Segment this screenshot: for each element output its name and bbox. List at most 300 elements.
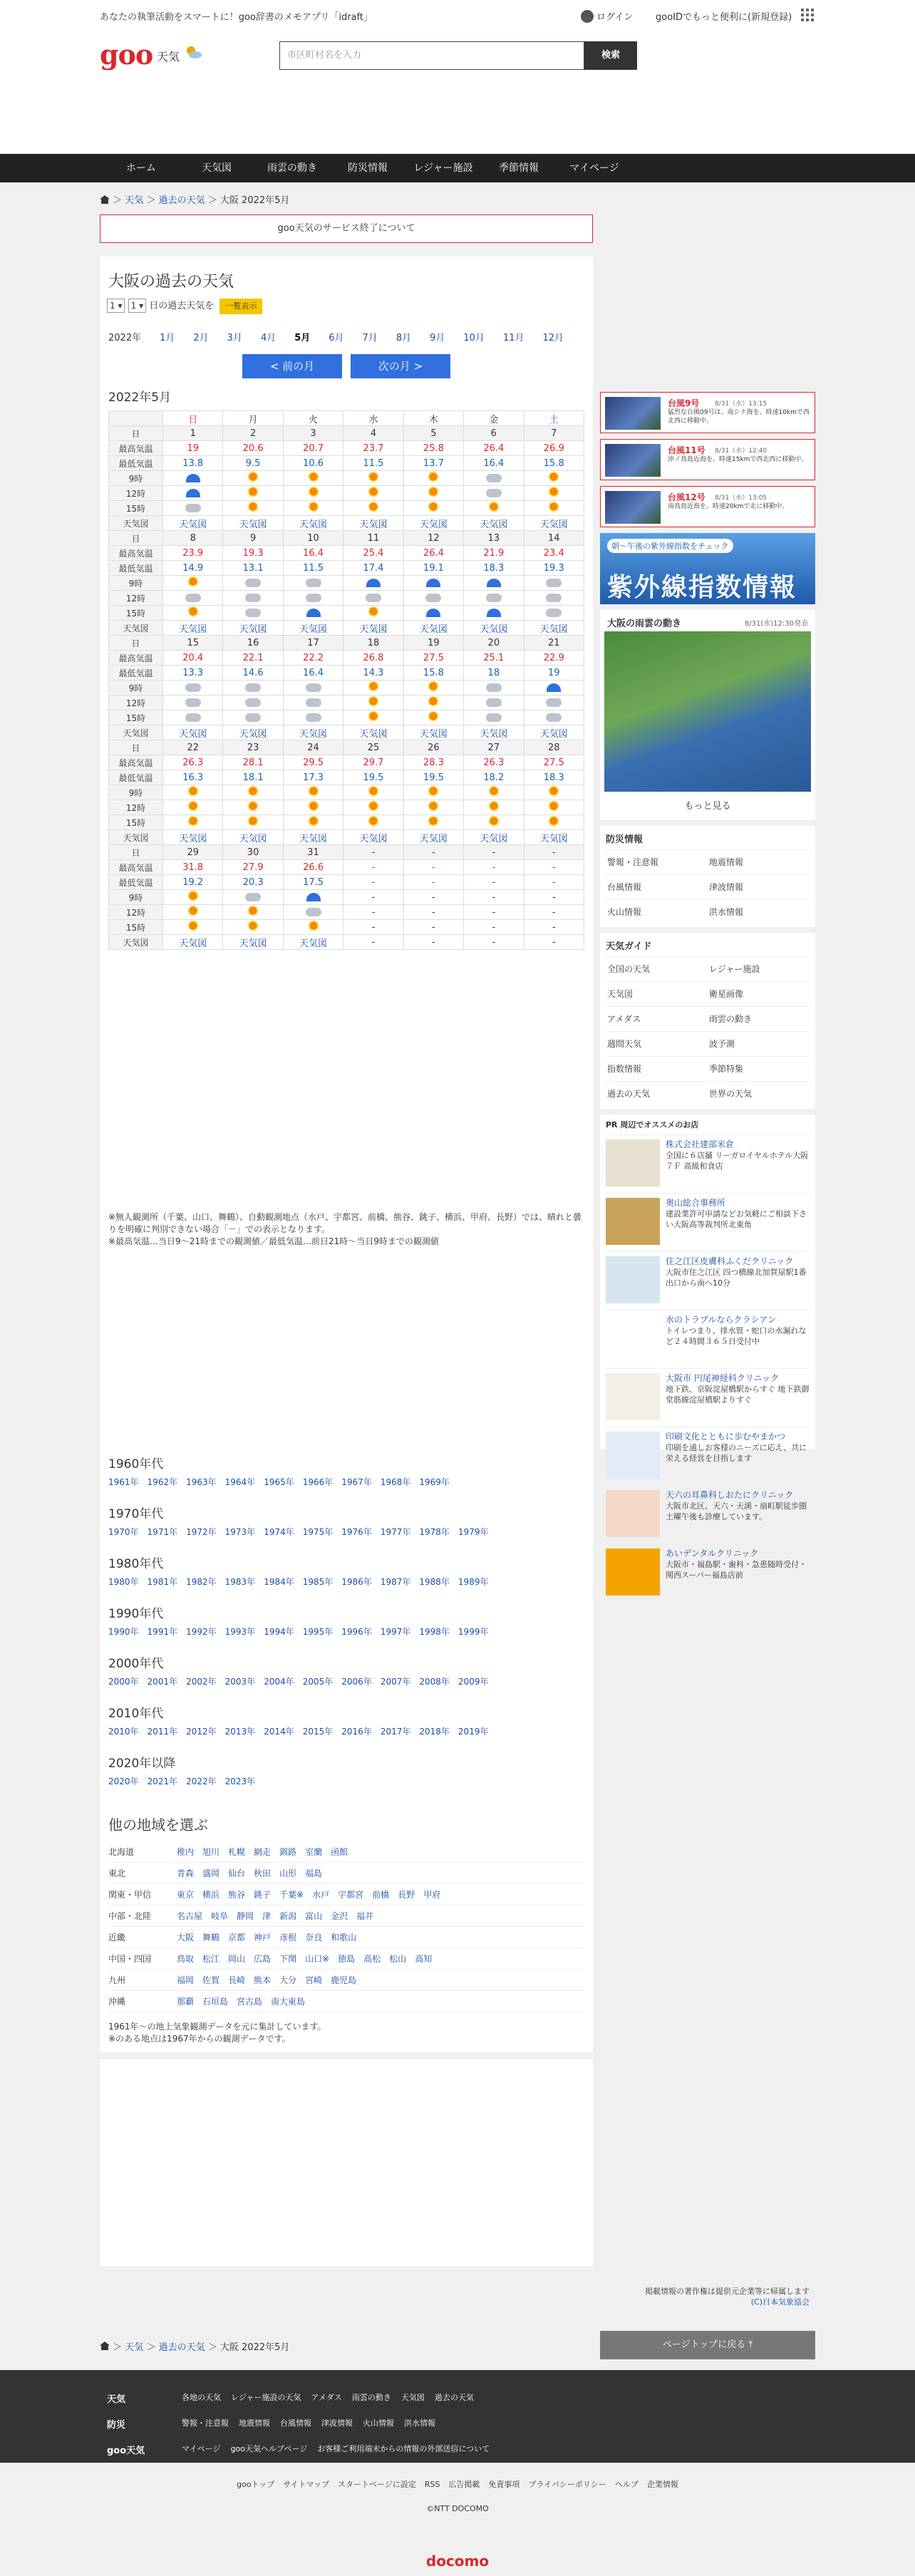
footer-bottom-link[interactable]: 企業情報: [646, 2480, 678, 2489]
pr-image: [606, 1432, 660, 1479]
month-link[interactable]: 3月: [227, 333, 242, 343]
date-cell: 26: [403, 740, 463, 755]
footer-link[interactable]: 警報・注意報: [182, 2419, 229, 2428]
city-link[interactable]: 京都: [228, 1933, 246, 1943]
weather-cell: [524, 576, 584, 591]
home-icon[interactable]: [100, 2342, 110, 2350]
service-end-notice[interactable]: goo天気のサービス終了について: [100, 214, 593, 243]
month-link[interactable]: 5月: [294, 333, 311, 343]
city-link[interactable]: 名古屋: [177, 1911, 203, 1921]
weather-map-link[interactable]: 天気図: [419, 519, 448, 530]
pr-item[interactable]: 奥山総合事務所 建設業許可申請などお気軽にご相談下さい大阪高等裁判所北東角: [606, 1193, 810, 1251]
city-link[interactable]: 鳥取: [177, 1954, 195, 1964]
typhoon-card[interactable]: 台風11号 8/31（水）12:40 沖ノ鳥島近海を、時速15kmで西北西に移動中。: [600, 439, 815, 480]
login-label: ログイン: [596, 12, 634, 23]
year-link[interactable]: 1994年: [264, 1627, 294, 1637]
city-link[interactable]: 静岡: [237, 1911, 254, 1921]
year-link[interactable]: 1969年: [419, 1477, 450, 1487]
year-link[interactable]: 2007年: [380, 1677, 411, 1687]
month-link[interactable]: 8月: [396, 333, 412, 343]
year-link[interactable]: 1992年: [186, 1627, 217, 1637]
nav-item[interactable]: 雨雲の動き: [267, 162, 317, 174]
footer-link[interactable]: 火山情報: [363, 2419, 394, 2428]
city-link[interactable]: 秋田: [254, 1868, 272, 1878]
breadcrumb-past[interactable]: 過去の天気: [158, 195, 205, 206]
month-link[interactable]: 12月: [542, 333, 564, 343]
city-link[interactable]: 網走: [254, 1847, 272, 1857]
year-link[interactable]: 1990年: [108, 1627, 139, 1637]
city-link[interactable]: 津: [262, 1911, 272, 1921]
city-link[interactable]: 盛岡: [202, 1868, 220, 1878]
bosai-link[interactable]: 台風情報: [606, 874, 708, 899]
city-link[interactable]: 富山: [305, 1911, 323, 1921]
city-link[interactable]: 東京: [177, 1890, 195, 1900]
page-top-button[interactable]: ページトップに戻る ⤒: [600, 2331, 815, 2359]
footer-bottom-link[interactable]: プライバシーポリシー: [528, 2480, 606, 2489]
weather-map-link[interactable]: 天気図: [359, 833, 388, 844]
city-link[interactable]: 室蘭: [305, 1847, 323, 1857]
show-list-button[interactable]: 一覧表示: [219, 299, 262, 314]
footer-bottom-link[interactable]: RSS: [424, 2480, 440, 2489]
year-link[interactable]: 1981年: [147, 1577, 178, 1587]
nav-item[interactable]: ホーム: [126, 162, 156, 174]
city-link[interactable]: 鹿児島: [331, 1975, 357, 1985]
city-link[interactable]: 横浜: [202, 1890, 220, 1900]
year-link[interactable]: 1991年: [147, 1627, 178, 1637]
pr-item[interactable]: 印刷文化とともに歩むやまかつ 印刷を通しお客様のニーズに応え、共に栄える経営を目指します: [606, 1427, 810, 1485]
month-link[interactable]: 11月: [502, 333, 524, 343]
guide-link[interactable]: 世界の天気: [708, 1081, 810, 1106]
date-cell: 4: [343, 426, 403, 441]
decade-block: [108, 1753, 584, 1803]
weather-map-link[interactable]: 天気図: [179, 833, 207, 844]
city-link[interactable]: 山口※: [305, 1954, 330, 1964]
city-link[interactable]: 徳島: [338, 1954, 356, 1964]
city-link[interactable]: 大分: [279, 1975, 297, 1985]
city-link[interactable]: 神戸: [254, 1933, 272, 1943]
year-link[interactable]: 2006年: [341, 1677, 372, 1687]
pr-item[interactable]: 株式会社建部米倉 全国に６店舗 リーガロイヤルホテル大阪７Ｆ 高級和食店: [606, 1134, 810, 1193]
city-link[interactable]: 金沢: [331, 1911, 348, 1921]
year-link[interactable]: 2011年: [147, 1727, 178, 1737]
guide-link[interactable]: 波予測: [708, 1031, 810, 1056]
footer-link[interactable]: 台風情報: [280, 2419, 311, 2428]
calendar-row: [109, 875, 584, 890]
city-link[interactable]: 熊本: [254, 1975, 272, 1985]
nav-item[interactable]: 防災情報: [348, 162, 388, 174]
guide-link[interactable]: 過去の天気: [606, 1081, 708, 1106]
prev-month-button[interactable]: < 前の月: [242, 354, 342, 378]
row-label: 9時: [109, 785, 163, 800]
year-link[interactable]: 2022年: [186, 1776, 217, 1786]
weather-map-link[interactable]: 天気図: [239, 938, 267, 949]
city-link[interactable]: 宮古島: [237, 1997, 263, 2007]
goo-logo[interactable]: goo: [100, 38, 153, 71]
guide-link[interactable]: 全国の天気: [606, 956, 708, 981]
city-link[interactable]: 甲府: [423, 1890, 441, 1900]
weather-cell: [403, 695, 463, 710]
weather-map-link[interactable]: 天気図: [299, 833, 328, 844]
year-link[interactable]: 2016年: [341, 1727, 372, 1737]
city-link[interactable]: 稚内: [177, 1847, 195, 1857]
guide-link[interactable]: 衛星画像: [708, 981, 810, 1006]
breadcrumb-tenki[interactable]: 天気: [125, 195, 144, 206]
bosai-link[interactable]: 洪水情報: [708, 899, 810, 924]
weather-cell: -: [403, 920, 463, 935]
city-link[interactable]: 長野: [398, 1890, 415, 1900]
main-nav: [0, 154, 915, 182]
year-link[interactable]: 2015年: [302, 1727, 334, 1737]
year-link[interactable]: 1982年: [186, 1577, 217, 1587]
guide-link[interactable]: アメダス: [606, 1006, 708, 1031]
footer-bottom-link[interactable]: ヘルプ: [614, 2480, 639, 2489]
city-link[interactable]: 長崎: [228, 1975, 246, 1985]
city-link[interactable]: 高知: [415, 1954, 433, 1964]
year-link[interactable]: 2020年: [108, 1776, 139, 1786]
footer-link[interactable]: マイページ: [182, 2444, 221, 2453]
month-link[interactable]: 6月: [329, 333, 344, 343]
year-link[interactable]: 1979年: [458, 1527, 489, 1537]
min-temp-cell: 19.5: [343, 770, 403, 785]
city-link[interactable]: 奈良: [305, 1933, 323, 1943]
footer-link[interactable]: 津波情報: [321, 2419, 353, 2428]
rain-radar-map[interactable]: [604, 631, 811, 792]
year-link[interactable]: 1996年: [341, 1627, 372, 1637]
city-link[interactable]: 水戸: [312, 1890, 330, 1900]
bosai-link[interactable]: 火山情報: [606, 899, 708, 924]
year-link[interactable]: 2003年: [224, 1677, 256, 1687]
nav-item[interactable]: レジャー施設: [413, 162, 473, 174]
bosai-link[interactable]: 地震情報: [708, 849, 810, 874]
city-link[interactable]: 松江: [202, 1954, 220, 1964]
weather-map-link[interactable]: 天気図: [419, 624, 448, 635]
year-link[interactable]: 1995年: [302, 1627, 334, 1637]
year-link[interactable]: 1984年: [264, 1577, 294, 1587]
weather-map-link[interactable]: 天気図: [539, 624, 568, 635]
year-link[interactable]: 1968年: [380, 1477, 411, 1487]
promo-tagline[interactable]: あなたの執筆活動をスマートに！goo辞書のメモアプリ「idraft」: [100, 12, 373, 23]
year-link[interactable]: 1967年: [341, 1477, 372, 1487]
weather-cell: [223, 471, 283, 486]
year-link[interactable]: 2008年: [419, 1677, 450, 1687]
city-link[interactable]: 那覇: [177, 1997, 195, 2007]
day-select[interactable]: 1 ▾: [128, 299, 146, 313]
weather-map-link[interactable]: 天気図: [359, 519, 388, 530]
cloudy-icon: [425, 594, 441, 602]
footer-bottom-link[interactable]: gooトップ: [237, 2480, 275, 2489]
year-link[interactable]: 1974年: [264, 1527, 294, 1537]
nav-item[interactable]: 天気図: [202, 162, 232, 174]
weather-cell: [403, 710, 463, 725]
search-button[interactable]: 検索: [584, 41, 637, 70]
city-link[interactable]: 高松: [363, 1954, 381, 1964]
rain-icon: [487, 579, 501, 587]
weather-map-link[interactable]: 天気図: [419, 833, 448, 844]
city-link[interactable]: 宇都宮: [338, 1890, 364, 1900]
month-link[interactable]: 10月: [463, 333, 485, 343]
weather-map-link[interactable]: 天気図: [539, 833, 568, 844]
year-link[interactable]: 1983年: [224, 1577, 256, 1587]
rain-icon: [306, 893, 321, 901]
min-temp-cell: 16.4: [283, 666, 343, 681]
date-cell: 25: [343, 740, 403, 755]
sunny-icon: [428, 695, 439, 707]
date-cell: 18: [343, 636, 403, 651]
uv-index-banner[interactable]: 朝〜午後の紫外線指数をチェック 紫外線指数情報: [600, 533, 815, 604]
bosai-link[interactable]: 警報・注意報: [606, 849, 708, 874]
bosai-link[interactable]: 津波情報: [708, 874, 810, 899]
year-link[interactable]: 1999年: [458, 1627, 489, 1637]
weather-map-link[interactable]: 天気図: [179, 938, 207, 949]
guide-link[interactable]: 季節特集: [708, 1056, 810, 1081]
year-link[interactable]: 2012年: [186, 1727, 217, 1737]
city-link[interactable]: 舞鶴: [202, 1933, 220, 1943]
typhoon-card[interactable]: 台風9号 8/31（水）13:15 猛烈な台風09号は、南シナ海を、時速10kmで西北西に移動中。: [600, 392, 815, 433]
month-link[interactable]: 9月: [430, 333, 445, 343]
decade-block: [108, 1454, 584, 1504]
year-link[interactable]: 1989年: [458, 1577, 489, 1587]
home-icon[interactable]: [100, 195, 110, 204]
city-link[interactable]: 千葉※: [279, 1890, 304, 1900]
month-select[interactable]: 1 ▾: [107, 299, 125, 313]
cloudy-icon: [546, 609, 562, 617]
year-link[interactable]: 2001年: [147, 1677, 178, 1687]
cloudy-icon: [486, 698, 502, 707]
year-link[interactable]: 1977年: [380, 1527, 411, 1537]
year-link[interactable]: 2014年: [264, 1727, 294, 1737]
footer-link[interactable]: 地震情報: [239, 2419, 270, 2428]
city-link[interactable]: 彦根: [279, 1933, 297, 1943]
city-link[interactable]: 広島: [254, 1954, 272, 1964]
weather-cell: [283, 785, 343, 800]
next-month-button[interactable]: 次の月 >: [351, 354, 450, 378]
month-link[interactable]: 4月: [260, 333, 276, 343]
weather-cell: [524, 815, 584, 830]
year-link[interactable]: 1966年: [302, 1477, 334, 1487]
weather-map-link[interactable]: 天気図: [179, 624, 207, 635]
footer-link[interactable]: レジャー施設の天気: [231, 2393, 301, 2402]
city-link[interactable]: 石垣島: [202, 1997, 229, 2007]
bosai-box: 防災情報 警報・注意報 地震情報 台風情報 津波情報 火山情報 洪水情報: [600, 826, 815, 927]
pr-box: PR 周辺でオススメのお店 株式会社建部米倉 全国に６店舗 リーガロイヤルホテル大阪７Ｆ 高級和食店 奥山総合事務所 建設業許可申請などお気軽にご相談下さい大阪高等裁判所北東角 住之江区皮膚科ふくだクリニック 大阪市住之江区 四つ橋線北加賀屋駅1番出口から南へ10分 水のトラブルならクラシアン トイレつまり、排水管・蛇口の水漏れなど２４時間３６５日受付中 大阪市 円尾神経科クリニック 地下鉄、京阪淀屋橋駅からすぐ 地下鉄御堂筋線淀屋橋駅よりすぐ 印刷文化とともに歩むやまかつ 印刷を通しお客様のニーズに応え、共に栄える経営を目指します 天六の耳鼻科しおたにクリニック 大阪市北区、天六・天満・扇町駅徒歩圏土曜午後も診療しています。 あいデンタルクリニック 大阪市・福島駅・歯科・急患随時受付・関西スーパー福島店前: [600, 1114, 815, 1449]
city-link[interactable]: 福岡: [177, 1975, 195, 1985]
rain-icon: [306, 609, 321, 617]
footer-link[interactable]: goo天気ヘルプページ: [230, 2444, 308, 2453]
weather-map-link[interactable]: 天気図: [539, 728, 568, 740]
year-link[interactable]: 1973年: [224, 1527, 256, 1537]
weather-map-link[interactable]: 天気図: [299, 938, 328, 949]
city-link[interactable]: 山形: [279, 1868, 297, 1878]
year-link[interactable]: 2005年: [302, 1677, 334, 1687]
typhoon-card[interactable]: 台風12号 8/31（水）13:05 南鳥島近海を、時速20kmで北に移動中。: [600, 486, 815, 527]
year-link[interactable]: 1997年: [380, 1627, 411, 1637]
weather-map-link[interactable]: 天気図: [239, 833, 267, 844]
city-link[interactable]: 和歌山: [331, 1933, 357, 1943]
nav-item[interactable]: マイページ: [569, 162, 619, 174]
city-link[interactable]: 前橋: [372, 1890, 390, 1900]
weather-cell: [163, 681, 223, 695]
year-link[interactable]: 1970年: [108, 1527, 139, 1537]
footer-bottom-link[interactable]: スタートページに設定: [338, 2480, 416, 2489]
city-link[interactable]: 熊谷: [228, 1890, 246, 1900]
row-label: 日: [109, 740, 163, 755]
pr-image: [606, 1198, 660, 1245]
city-link[interactable]: 札幌: [228, 1847, 246, 1857]
region-name: 九州: [108, 1975, 126, 1985]
year-link[interactable]: 2019年: [458, 1727, 489, 1737]
city-link[interactable]: 宮崎: [305, 1975, 323, 1985]
year-link[interactable]: 1985年: [302, 1577, 334, 1587]
cloudy-icon: [245, 698, 261, 707]
copyright: ©NTT DOCOMO: [426, 2504, 489, 2513]
year-link[interactable]: 2013年: [224, 1727, 256, 1737]
nav-item[interactable]: 季節情報: [499, 162, 539, 174]
weather-map-link[interactable]: 天気図: [539, 519, 568, 530]
footer-link[interactable]: 雨雲の動き: [351, 2393, 391, 2402]
max-temp-cell: 28.3: [403, 755, 463, 770]
city-link[interactable]: 岡山: [228, 1954, 246, 1964]
weather-cell: [464, 486, 524, 501]
footer-link[interactable]: アメダス: [311, 2393, 342, 2402]
weather-cell: [283, 890, 343, 905]
weather-map-link[interactable]: 天気図: [179, 519, 207, 530]
year-link[interactable]: 2021年: [147, 1776, 178, 1786]
sunny-icon: [247, 905, 259, 916]
weather-map-link[interactable]: 天気図: [480, 728, 508, 740]
pr-item[interactable]: 住之江区皮膚科ふくだクリニック 大阪市住之江区 四つ橋線北加賀屋駅1番出口から南へ10分: [606, 1251, 810, 1310]
year-link[interactable]: 2023年: [224, 1776, 256, 1786]
year-link[interactable]: 1962年: [147, 1477, 178, 1487]
footer-bottom-link[interactable]: 免責事項: [488, 2480, 520, 2489]
year-link[interactable]: 1971年: [147, 1527, 178, 1537]
city-link[interactable]: 松山: [389, 1954, 407, 1964]
year-link[interactable]: 2009年: [458, 1677, 489, 1687]
year-link[interactable]: 1963年: [186, 1477, 217, 1487]
row-label: 最低気温: [109, 875, 163, 890]
city-link[interactable]: 下関: [279, 1954, 297, 1964]
search-input[interactable]: 市区町村名を入力: [279, 41, 584, 70]
city-link[interactable]: 仙台: [228, 1868, 246, 1878]
weather-map-link[interactable]: 天気図: [480, 624, 508, 635]
max-temp-cell: 26.4: [464, 441, 524, 456]
city-link[interactable]: 銚子: [254, 1890, 272, 1900]
city-link[interactable]: 南大東島: [271, 1997, 306, 2007]
footer-link[interactable]: 天気図: [400, 2393, 425, 2402]
year-link[interactable]: 1978年: [419, 1527, 450, 1537]
weather-map-link[interactable]: 天気図: [419, 728, 448, 740]
weather-map-link[interactable]: 天気図: [480, 519, 508, 530]
region-row: [108, 1841, 584, 1863]
cloudy-icon: [486, 713, 502, 722]
city-link[interactable]: 釧路: [279, 1847, 297, 1857]
pr-item[interactable]: 水のトラブルならクラシアン トイレつまり、排水管・蛇口の水漏れなど２４時間３６５日受付中: [606, 1310, 810, 1368]
cloudy-icon: [245, 713, 261, 722]
weather-map-link[interactable]: 天気図: [480, 833, 508, 844]
year-link[interactable]: 1986年: [341, 1577, 372, 1587]
row-label: 最低気温: [109, 561, 163, 576]
city-link[interactable]: 福井: [356, 1911, 374, 1921]
pr-image: [606, 1315, 660, 1362]
footer-link[interactable]: お客様ご利用端末からの情報の外部送信について: [317, 2444, 490, 2453]
guide-link[interactable]: 天気図: [606, 981, 708, 1006]
year-link[interactable]: 2000年: [108, 1677, 139, 1687]
guide-link[interactable]: レジャー施設: [708, 956, 810, 981]
city-link[interactable]: 大阪: [177, 1933, 195, 1943]
footer-link[interactable]: 洪水情報: [404, 2419, 435, 2428]
weather-map-link[interactable]: 天気図: [239, 624, 267, 635]
month-link[interactable]: 7月: [362, 333, 378, 343]
date-cell: 7: [524, 426, 584, 441]
weather-map-link[interactable]: 天気図: [179, 728, 207, 740]
guide-link[interactable]: 雨雲の動き: [708, 1006, 810, 1031]
year-link[interactable]: 1987年: [380, 1577, 411, 1587]
year-link[interactable]: 2004年: [264, 1677, 294, 1687]
year-link[interactable]: 2002年: [186, 1677, 217, 1687]
city-link[interactable]: 旭川: [202, 1847, 220, 1857]
year-link[interactable]: 1972年: [186, 1527, 217, 1537]
pr-item[interactable]: 大阪市 円尾神経科クリニック 地下鉄、京阪淀屋橋駅からすぐ 地下鉄御堂筋線淀屋橋駅よりすぐ: [606, 1368, 810, 1427]
weather-cell: [524, 471, 584, 486]
city-link[interactable]: 青森: [177, 1868, 195, 1878]
city-link[interactable]: 函館: [331, 1847, 348, 1857]
city-link[interactable]: 岐阜: [211, 1911, 229, 1921]
tenki-logo-label[interactable]: 天気: [157, 50, 180, 63]
sunny-icon: [308, 471, 319, 482]
weather-map-link[interactable]: 天気図: [359, 728, 388, 740]
weather-map-link[interactable]: 天気図: [359, 624, 388, 635]
weather-map-link[interactable]: 天気図: [299, 728, 328, 740]
pr-item[interactable]: あいデンタルクリニック 大阪市・福島駅・歯科・急患随時受付・関西スーパー福島店前: [606, 1543, 810, 1602]
weather-cell: -: [343, 890, 403, 905]
year-link[interactable]: 1998年: [419, 1627, 450, 1637]
month-link[interactable]: 2月: [193, 333, 209, 343]
login-link[interactable]: [581, 9, 633, 23]
guide-link[interactable]: 指数情報: [606, 1056, 708, 1081]
year-link[interactable]: 2018年: [419, 1727, 450, 1737]
weather-map-link[interactable]: 天気図: [299, 519, 328, 530]
year-link[interactable]: 1980年: [108, 1577, 139, 1587]
rain-more-link[interactable]: もっと見る: [684, 801, 731, 812]
year-link[interactable]: 1993年: [224, 1627, 256, 1637]
guide-link[interactable]: 週間天気: [606, 1031, 708, 1056]
register-link[interactable]: gooIDでもっと便利に(新規登録): [656, 12, 792, 23]
date-cell: 9: [223, 531, 283, 546]
docomo-logo[interactable]: docomo: [425, 2552, 490, 2570]
year-link[interactable]: 1975年: [302, 1527, 334, 1537]
weather-map-link[interactable]: 天気図: [239, 728, 267, 740]
year-link[interactable]: 1965年: [264, 1477, 294, 1487]
weather-cell: [283, 920, 343, 935]
footer-bottom-link[interactable]: 広告掲載: [448, 2480, 480, 2489]
year-link[interactable]: 2010年: [108, 1727, 139, 1737]
city-link[interactable]: 新潟: [279, 1911, 297, 1921]
footer-link[interactable]: 各地の天気: [182, 2393, 221, 2402]
weather-map-link[interactable]: 天気図: [299, 624, 328, 635]
footer-link[interactable]: 過去の天気: [434, 2393, 474, 2402]
year-link[interactable]: 1961年: [108, 1477, 139, 1487]
year-link[interactable]: 2017年: [380, 1727, 411, 1737]
year-link[interactable]: 1976年: [341, 1527, 372, 1537]
month-link[interactable]: 1月: [160, 333, 175, 343]
pr-item[interactable]: 天六の耳鼻科しおたにクリニック 大阪市北区、天六・天満・扇町駅徒歩圏土曜午後も診療しています。: [606, 1485, 810, 1543]
year-link[interactable]: 1988年: [419, 1577, 450, 1587]
year-link[interactable]: 1964年: [224, 1477, 256, 1487]
city-link[interactable]: 福島: [305, 1868, 323, 1878]
weather-map-link[interactable]: 天気図: [239, 519, 267, 530]
city-link[interactable]: 佐賀: [202, 1975, 220, 1985]
footer-bottom-link[interactable]: サイトマップ: [283, 2480, 330, 2489]
apps-grid-icon[interactable]: [801, 9, 814, 21]
